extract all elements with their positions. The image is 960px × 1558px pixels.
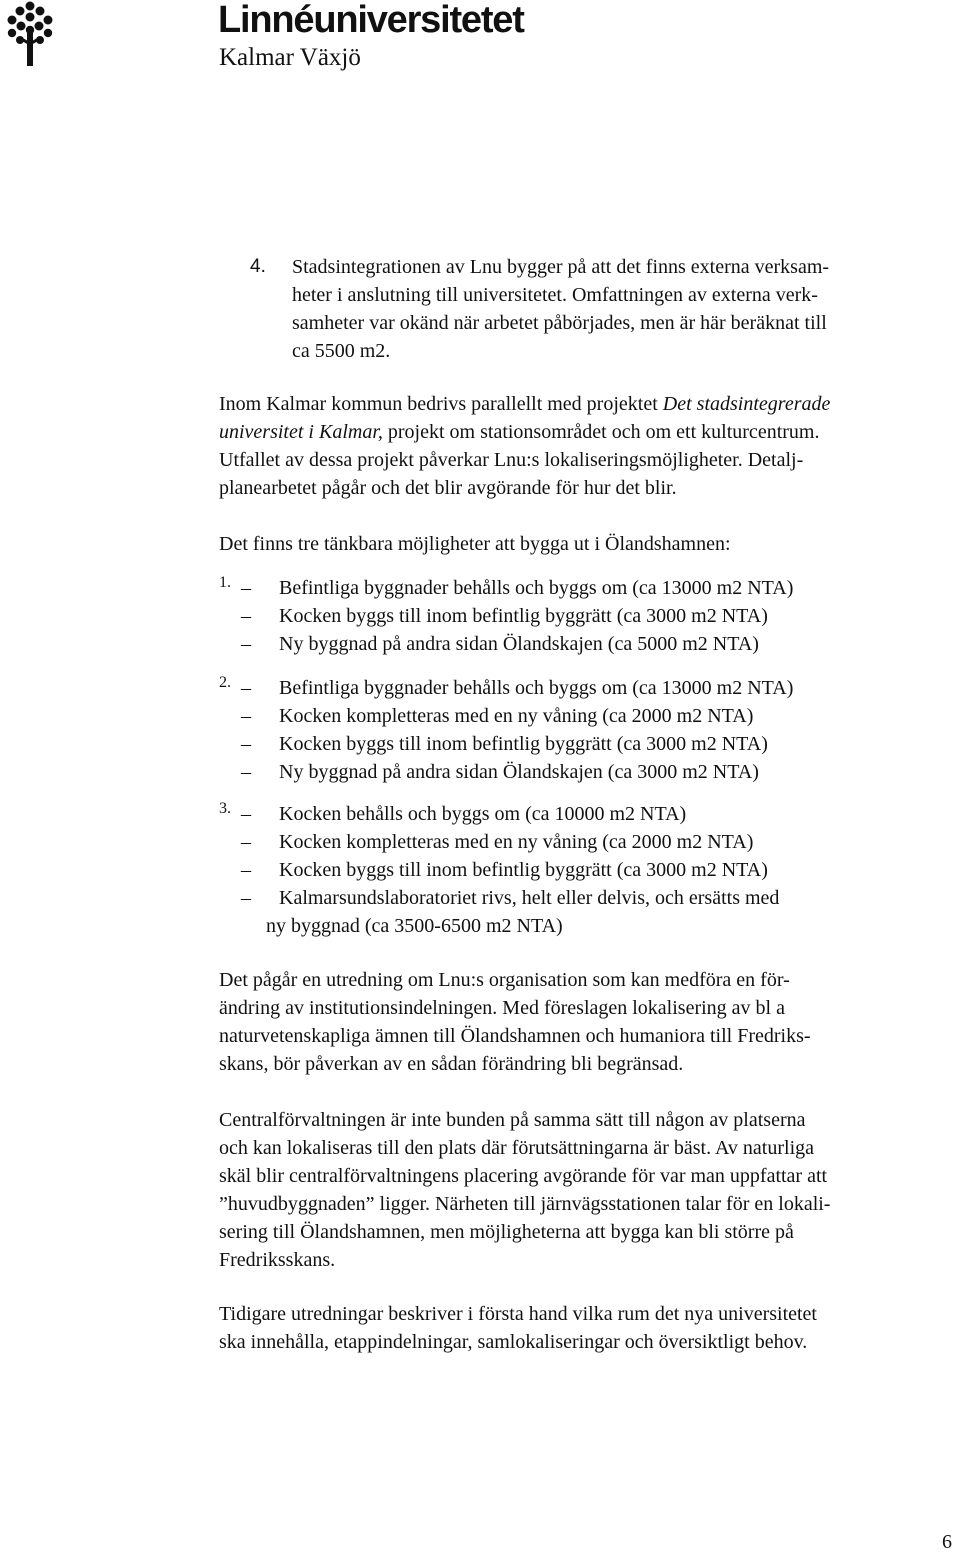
option-1 — [219, 574, 949, 658]
option-line: – Kocken kompletteras med en ny våning (ca 2000 m2 NTA) — [219, 702, 949, 730]
option-number: 3. — [219, 800, 231, 817]
option-line: – Kocken byggs till inom befintlig byggrätt (ca 3000 m2 NTA) — [219, 730, 949, 758]
option-2 — [219, 674, 949, 786]
paragraph-central-administration — [219, 1106, 949, 1274]
text-line: ska innehålla, etappindelningar, samlokaliseringar och översiktligt behov. — [219, 1331, 808, 1353]
option-line: – Kocken byggs till inom befintlig byggrätt (ca 3000 m2 NTA) — [219, 856, 949, 884]
text-line: heter i anslutning till universitetet. Omfattningen av externa verk- — [292, 284, 818, 306]
option-line-continuation: ny byggnad (ca 3500-6500 m2 NTA) — [266, 915, 563, 937]
option-line: – Kalmarsundslaboratoriet rivs, helt eller delvis, och ersätts med — [219, 884, 949, 912]
text-line: planearbetet pågår och det blir avgörande för hur det blir. — [219, 477, 677, 499]
paragraph-previous-studies — [219, 1300, 949, 1356]
dash: – — [241, 761, 251, 783]
text-line: skäl blir centralförvaltningens placering avgörande för var man uppfattar att — [219, 1165, 828, 1187]
option-line: – Kocken behålls och byggs om (ca 10000 m2 NTA) — [219, 800, 949, 828]
text-run: Inom Kalmar kommun bedrivs parallellt med projektet — [219, 393, 663, 415]
dash: – — [241, 605, 251, 627]
project-title-italic: Det stadsintegrerade — [662, 393, 831, 415]
page-number: 6 — [942, 1531, 952, 1553]
item-number: 4. — [250, 256, 266, 277]
brand-subtitle: Kalmar Växjö — [219, 44, 361, 71]
brand-name: Linnéuniversitetet — [218, 0, 524, 41]
text-line: Centralförvaltningen är inte bunden på samma sätt till någon av platserna — [219, 1109, 806, 1131]
text-line: naturvetenskapliga ämnen till Ölandshamnen och humaniora till Fredriks- — [219, 1025, 811, 1047]
text-line: Fredriksskans. — [219, 1249, 336, 1271]
text-line — [219, 418, 949, 446]
text-line: Det pågår en utredning om Lnu:s organisation som kan medföra en för- — [219, 969, 790, 991]
option-line: – Ny byggnad på andra sidan Ölandskajen (ca 5000 m2 NTA) — [219, 630, 949, 658]
text-line: ”huvudbyggnaden” ligger. Närheten till järnvägsstationen talar för en lokali- — [219, 1193, 831, 1215]
dash: – — [241, 577, 251, 599]
tree-logo-icon — [6, 0, 54, 66]
text-line — [219, 390, 949, 418]
text-line: och kan lokaliseras till den plats där förutsättningarna är bäst. Av naturliga — [219, 1137, 815, 1159]
text-line: ändring av institutionsindelningen. Med föreslagen lokalisering av bl a — [219, 997, 785, 1019]
paragraph-organisation — [219, 966, 949, 1078]
paragraph-intro — [219, 530, 949, 558]
dash: – — [241, 859, 251, 881]
option-number: 2. — [219, 674, 231, 691]
text-line: samheter var okänd när arbetet påbörjades, men är här beräknat till — [292, 312, 827, 334]
dash: – — [241, 705, 251, 727]
dash: – — [241, 887, 251, 909]
text-line: Utfallet av dessa projekt påverkar Lnu:s lokaliseringsmöjligheter. Detalj- — [219, 449, 804, 471]
dash: – — [241, 733, 251, 755]
text-line: Stadsintegrationen av Lnu bygger på att det finns externa verksam- — [292, 256, 830, 278]
text-line: ca 5500 m2. — [292, 340, 391, 362]
dash: – — [241, 831, 251, 853]
text-run: projekt om stationsområdet och om ett kulturcentrum. — [382, 421, 820, 443]
option-3 — [219, 800, 949, 940]
text-line: Tidigare utredningar beskriver i första hand vilka rum det nya universitetet — [219, 1303, 817, 1325]
dash: – — [241, 677, 251, 699]
project-title-italic: universitet i Kalmar, — [219, 421, 383, 443]
paragraph-municipal-projects — [219, 390, 949, 502]
option-line: – Befintliga byggnader behålls och byggs om (ca 13000 m2 NTA) — [219, 674, 949, 702]
dash: – — [241, 633, 251, 655]
option-number: 1. — [219, 574, 231, 591]
text-line: skans, bör påverkan av en sådan förändring bli begränsad. — [219, 1053, 684, 1075]
option-line: – Befintliga byggnader behålls och byggs om (ca 13000 m2 NTA) — [219, 574, 949, 602]
option-line: – Kocken byggs till inom befintlig byggrätt (ca 3000 m2 NTA) — [219, 602, 949, 630]
option-line: – Ny byggnad på andra sidan Ölandskajen (ca 3000 m2 NTA) — [219, 758, 949, 786]
text-line: sering till Ölandshamnen, men möjligheterna att bygga kan bli större på — [219, 1221, 794, 1243]
text-line: Det finns tre tänkbara möjligheter att bygga ut i Ölandshamnen: — [219, 533, 731, 555]
option-line: – Kocken kompletteras med en ny våning (ca 2000 m2 NTA) — [219, 828, 949, 856]
dash: – — [241, 803, 251, 825]
